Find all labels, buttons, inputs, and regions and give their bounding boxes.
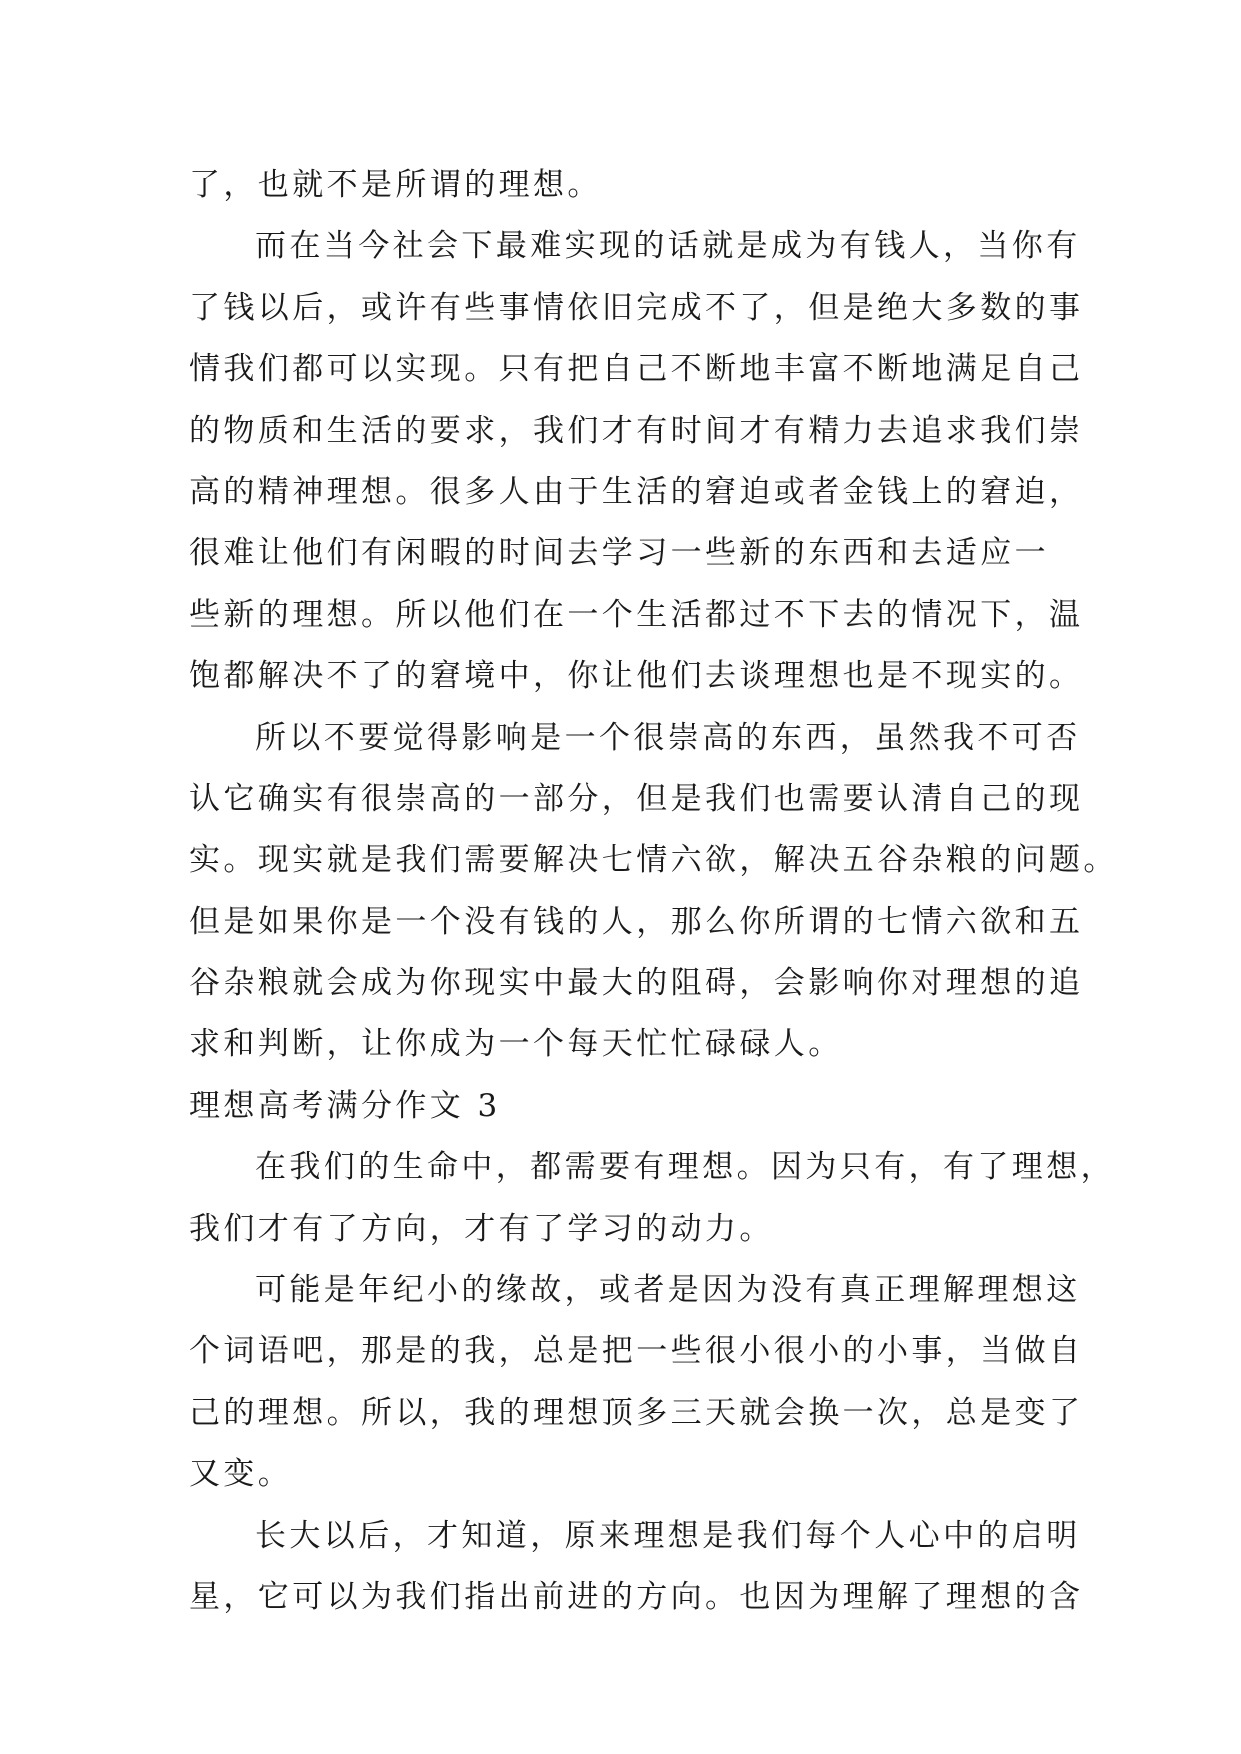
document-body	[189, 155, 1118, 1628]
text-line: 很难让他们有闲暇的时间去学习一些新的东西和去适应一	[189, 535, 1049, 572]
paragraph	[189, 708, 1118, 1076]
text-line: 些新的理想。所以他们在一个生活都过不下去的情况下，温	[189, 596, 1084, 633]
text-line: 而在当今社会下最难实现的话就是成为有钱人，当你有	[255, 228, 1081, 265]
text-line: 个词语吧，那是的我，总是把一些很小很小的小事，当做自	[189, 1333, 1084, 1370]
paragraph	[189, 1506, 1084, 1629]
text-line: 又变。	[189, 1456, 293, 1493]
text-line: 我们才有了方向，才有了学习的动力。	[189, 1210, 774, 1247]
paragraph	[189, 216, 1084, 707]
text-line: 实。现实就是我们需要解决七情六欲，解决五谷杂粮的问题。	[189, 842, 1118, 879]
text-line: 认它确实有很崇高的一部分，但是我们也需要认清自己的现	[189, 780, 1084, 817]
heading-text: 理想高考满分作文 3	[189, 1087, 501, 1124]
text-line: 饱都解决不了的窘境中，你让他们去谈理想也是不现实的。	[189, 658, 1084, 695]
text-line: 了，也就不是所谓的理想。	[189, 167, 602, 203]
text-line: 情我们都可以实现。只有把自己不断地丰富不断地满足自己	[189, 351, 1084, 388]
text-line: 所以不要觉得影响是一个很崇高的东西，虽然我不可否	[255, 719, 1081, 756]
paragraph	[189, 155, 1069, 216]
text-line: 求和判断，让你成为一个每天忙忙碌碌人。	[189, 1026, 843, 1063]
paragraph	[189, 1137, 1115, 1260]
text-line: 长大以后，才知道，原来理想是我们每个人心中的启明	[255, 1517, 1081, 1554]
text-line: 在我们的生命中，都需要有理想。因为只有，有了理想，	[255, 1149, 1115, 1186]
text-line: 的物质和生活的要求，我们才有时间才有精力去追求我们崇	[189, 412, 1084, 449]
text-line: 了钱以后，或许有些事情依旧完成不了，但是绝大多数的事	[189, 289, 1084, 326]
paragraph	[189, 1260, 1084, 1506]
text-line: 高的精神理想。很多人由于生活的窘迫或者金钱上的窘迫，	[189, 473, 1084, 510]
text-line: 星，它可以为我们指出前进的方向。也因为理解了理想的含	[189, 1578, 1084, 1615]
text-line: 己的理想。所以，我的理想顶多三天就会换一次，总是变了	[189, 1394, 1084, 1431]
text-line: 谷杂粮就会成为你现实中最大的阻碍，会影响你对理想的追	[189, 965, 1084, 1002]
text-line: 可能是年纪小的缘故，或者是因为没有真正理解理想这	[255, 1272, 1081, 1309]
section-heading	[189, 1076, 1069, 1137]
text-line: 但是如果你是一个没有钱的人，那么你所谓的七情六欲和五	[189, 903, 1084, 940]
